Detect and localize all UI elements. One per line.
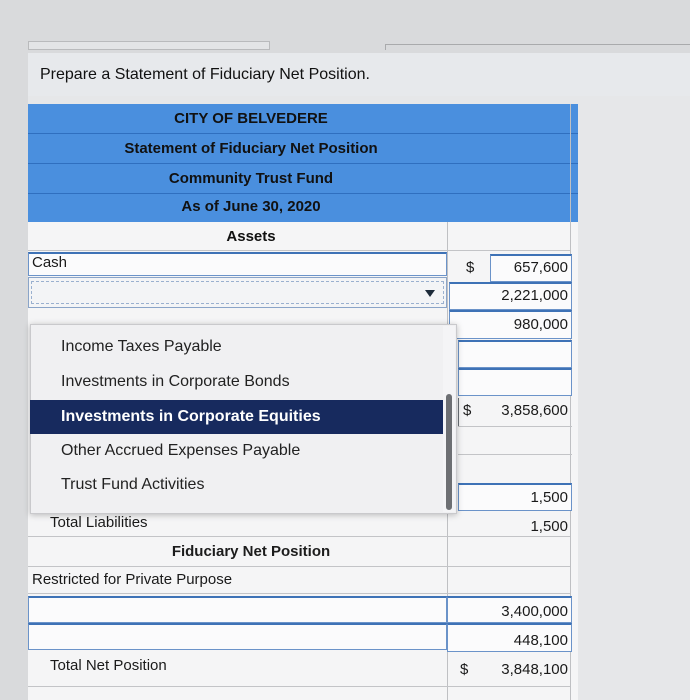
amount-input-empty[interactable] bbox=[458, 368, 572, 396]
row-divider bbox=[28, 686, 570, 687]
dropdown-option-selected[interactable]: Investments in Corporate Equities bbox=[30, 400, 444, 434]
dropdown-option[interactable]: Investments in Corporate Bonds bbox=[61, 373, 290, 390]
dropdown-option[interactable]: Trust Fund Activities bbox=[61, 476, 205, 493]
asset-amount: 2,221,000 bbox=[501, 287, 568, 304]
statement-title: Statement of Fiduciary Net Position bbox=[124, 140, 378, 157]
net-position-account-field[interactable] bbox=[28, 596, 447, 623]
dollar-sign: $ bbox=[460, 661, 469, 678]
chevron-down-icon[interactable] bbox=[425, 290, 435, 297]
header-divider bbox=[28, 133, 578, 134]
cash-account-field[interactable] bbox=[28, 252, 447, 276]
dollar-sign: $ bbox=[463, 402, 472, 419]
row-divider bbox=[28, 536, 570, 537]
dropdown-option[interactable]: Other Accrued Expenses Payable bbox=[61, 442, 301, 459]
net-position-amount: 448,100 bbox=[513, 632, 568, 649]
header-divider bbox=[28, 163, 578, 164]
row-divider bbox=[28, 566, 570, 567]
total-net-position-amount: 3,848,100 bbox=[501, 661, 568, 678]
asset-amount: 980,000 bbox=[513, 316, 568, 333]
header-divider bbox=[28, 193, 578, 194]
total-assets-amount: 3,858,600 bbox=[501, 402, 568, 419]
net-position-heading: Fiduciary Net Position bbox=[171, 543, 331, 560]
restricted-label: Restricted for Private Purpose bbox=[32, 571, 233, 588]
net-position-amount: 3,400,000 bbox=[501, 603, 568, 620]
row-divider bbox=[458, 454, 572, 455]
top-input-fragment bbox=[28, 41, 270, 50]
assets-heading: Assets bbox=[226, 228, 276, 245]
total-net-position-label: Total Net Position bbox=[50, 657, 167, 674]
statement-date: As of June 30, 2020 bbox=[181, 198, 321, 215]
top-border-fragment bbox=[385, 44, 690, 50]
dropdown-option[interactable]: Income Taxes Payable bbox=[61, 338, 222, 355]
liability-amount: 1,500 bbox=[530, 489, 568, 506]
cash-label: Cash bbox=[32, 254, 68, 271]
amount-input-empty[interactable] bbox=[458, 340, 572, 368]
account-select[interactable] bbox=[28, 277, 447, 308]
dollar-sign: $ bbox=[466, 259, 475, 276]
question-prompt: Prepare a Statement of Fiduciary Net Position. bbox=[28, 53, 690, 96]
total-liabilities-label: Total Liabilities bbox=[50, 514, 148, 531]
entity-name: CITY OF BELVEDERE bbox=[174, 110, 328, 127]
cell-border bbox=[458, 398, 459, 426]
net-position-account-field[interactable] bbox=[28, 623, 447, 650]
cash-amount: 657,600 bbox=[513, 259, 568, 276]
total-liabilities-amount: 1,500 bbox=[530, 518, 568, 535]
fund-name: Community Trust Fund bbox=[168, 170, 334, 187]
scrollbar-thumb[interactable] bbox=[446, 394, 452, 510]
row-divider bbox=[28, 250, 570, 251]
row-divider bbox=[28, 593, 570, 594]
row-divider bbox=[458, 426, 572, 427]
